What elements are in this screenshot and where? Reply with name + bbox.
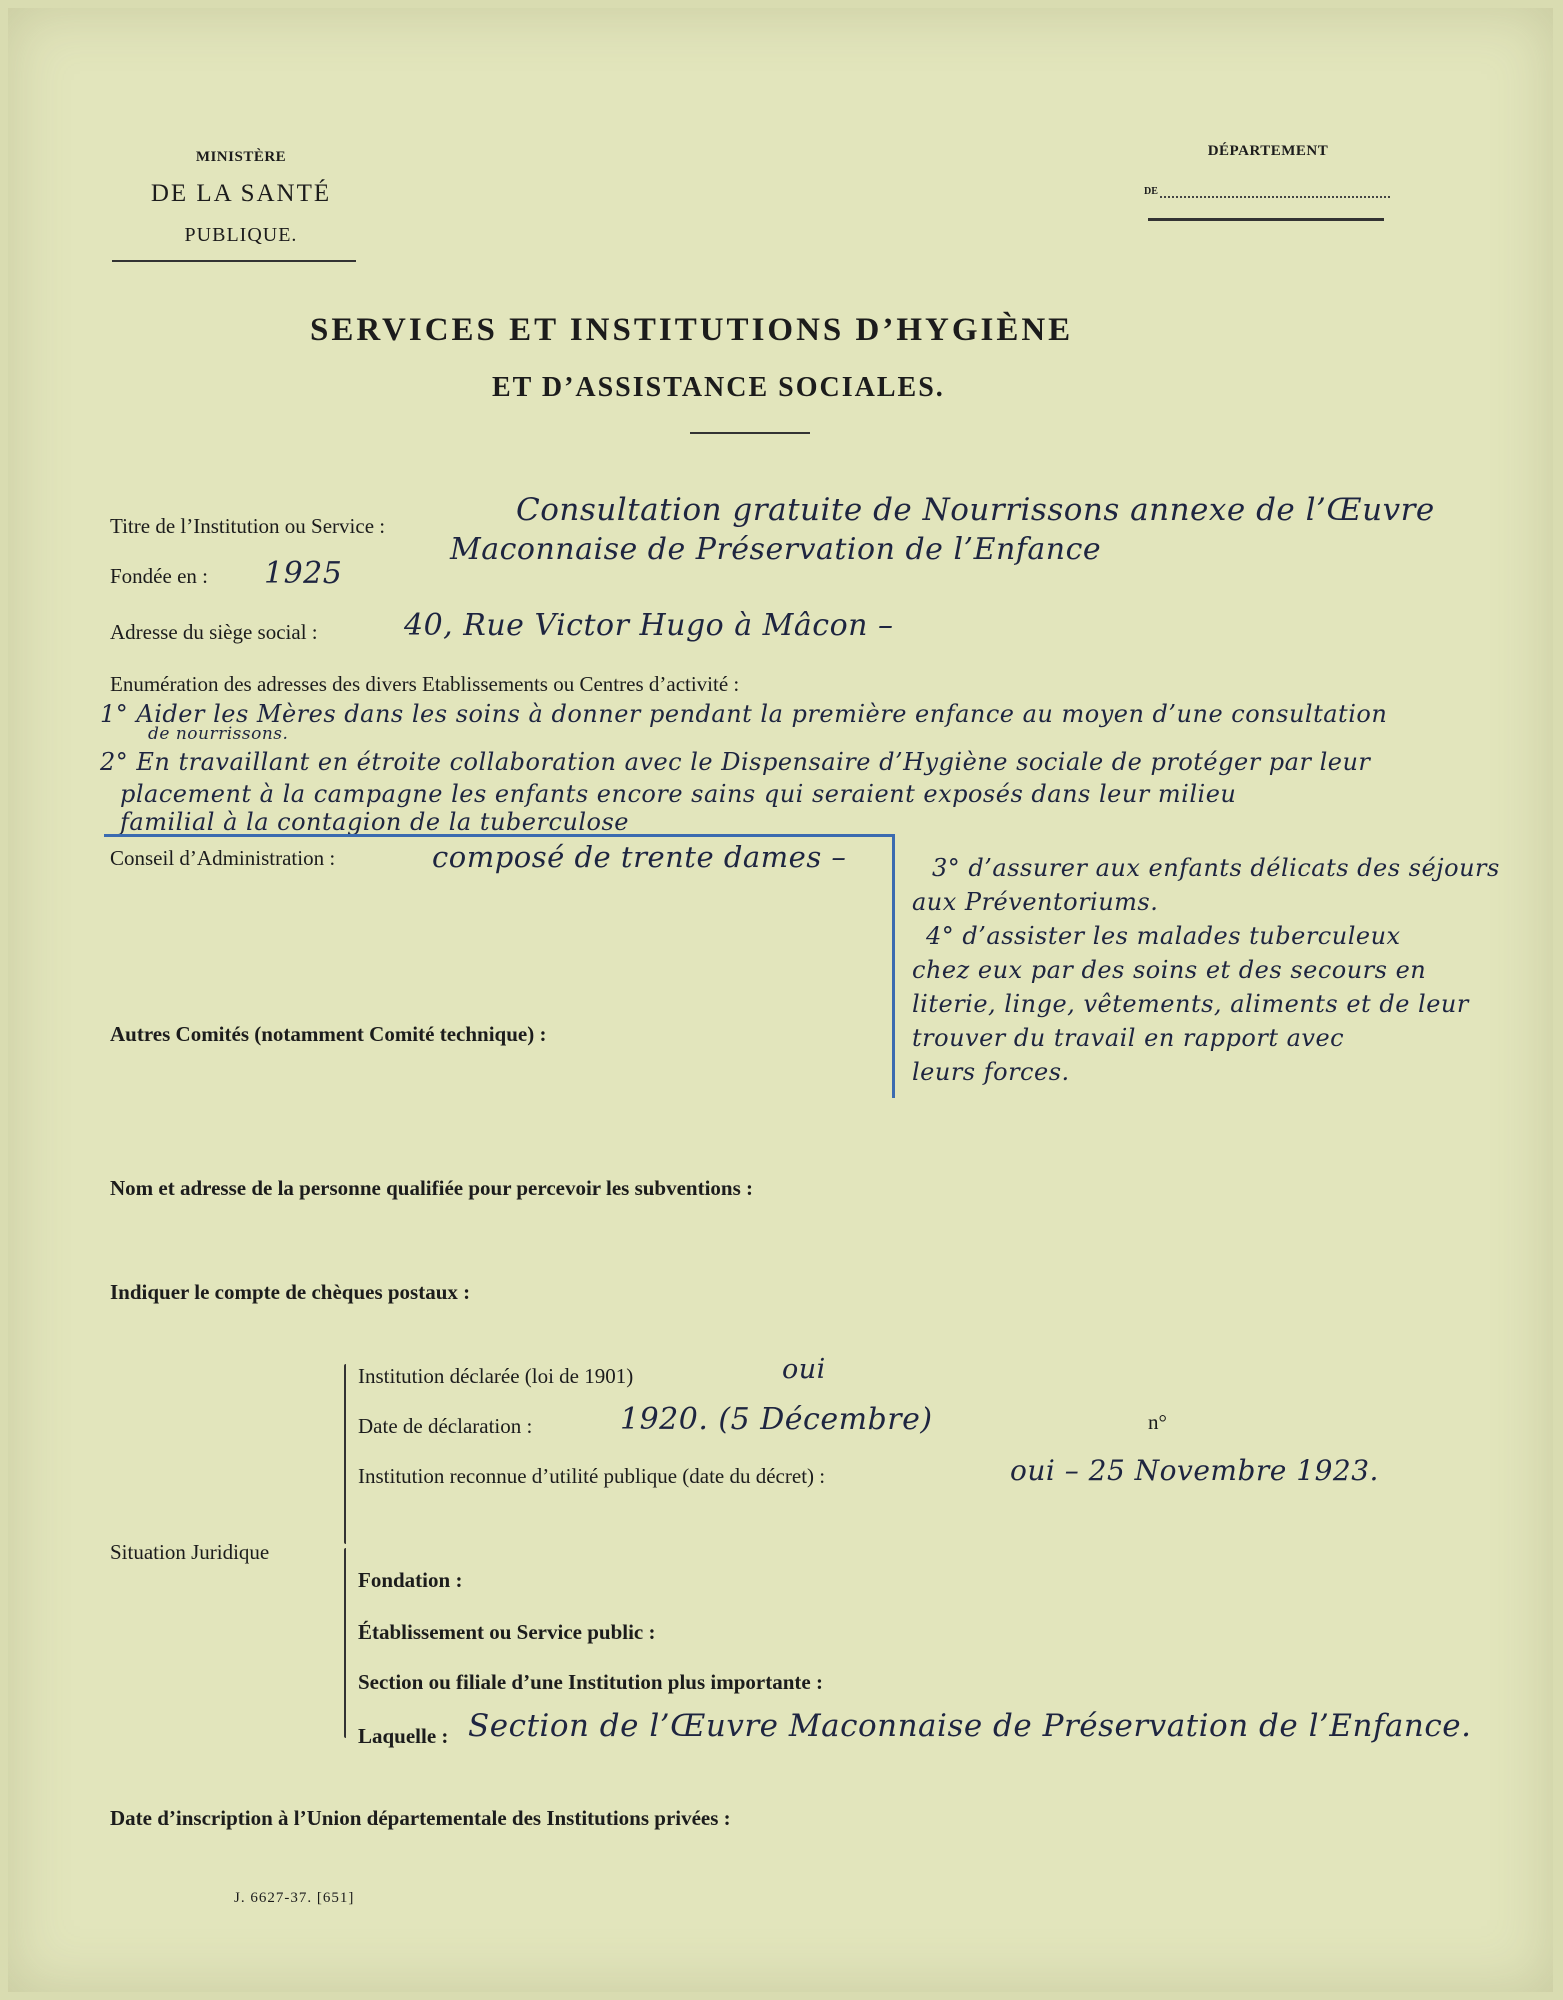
- footer-reference: J. 6627-37. [651]: [234, 1890, 355, 1906]
- ministry-line2: DE LA SANTÉ: [150, 180, 332, 207]
- enum-line2: 2° En travaillant en étroite collaboration avec le Dispensaire d’Hygiène sociale de protéger par leur: [100, 748, 1371, 776]
- side-note-6: trouver du travail en rapport avec: [912, 1024, 1345, 1052]
- department-label: DÉPARTEMENT: [1207, 143, 1329, 159]
- blue-bracket-top: [104, 834, 894, 837]
- reconnue-value: oui – 25 Novembre 1923.: [1010, 1454, 1379, 1487]
- ministry-underline: [112, 260, 356, 262]
- conseil-value: composé de trente dames –: [432, 840, 847, 874]
- blue-bracket-side: [892, 834, 895, 1098]
- fondee-label: Fondée en :: [110, 564, 208, 588]
- declaree-label: Institution déclarée (loi de 1901): [358, 1364, 634, 1388]
- titre-value-line1: Consultation gratuite de Nourrissons annexe de l’Œuvre: [516, 492, 1435, 528]
- situation-label: Situation Juridique: [110, 1540, 270, 1564]
- page-subtitle: ET D’ASSISTANCE SOCIALES.: [492, 372, 945, 403]
- conseil-label: Conseil d’Administration :: [110, 846, 336, 870]
- laquelle-value: Section de l’Œuvre Maconnaise de Préservation de l’Enfance.: [468, 1708, 1472, 1744]
- department-dotted-line: [1160, 196, 1390, 198]
- ministry-line3: PUBLIQUE.: [184, 224, 298, 246]
- department-underline: [1148, 218, 1384, 221]
- side-note-4: chez eux par des soins et des secours en: [912, 956, 1427, 984]
- inscription-label: Date d’inscription à l’Union départementale des Institutions privées :: [110, 1806, 731, 1830]
- side-note-5: literie, linge, vêtements, aliments et de leur: [912, 990, 1469, 1018]
- enum-line1b: de nourrissons.: [148, 724, 289, 744]
- laquelle-label: Laquelle :: [358, 1724, 449, 1748]
- autres-comites-label: Autres Comités (notamment Comité technique) :: [110, 1022, 547, 1046]
- adresse-value: 40, Rue Victor Hugo à Mâcon –: [404, 608, 894, 643]
- fondee-value: 1925: [264, 556, 343, 591]
- side-note-3: 4° d’assister les malades tuberculeux: [926, 922, 1401, 950]
- adresse-label: Adresse du siège social :: [110, 620, 318, 644]
- cheques-postaux-label: Indiquer le compte de chèques postaux :: [110, 1280, 471, 1304]
- situation-brace-lower: [344, 1548, 346, 1738]
- section-label: Section ou filiale d’une Institution plus importante :: [358, 1670, 823, 1694]
- etablissement-label: Établissement ou Service public :: [358, 1620, 656, 1644]
- numero-label: n°: [1148, 1410, 1167, 1434]
- date-declaration-label: Date de déclaration :: [358, 1414, 533, 1438]
- enum-line1: 1° Aider les Mères dans les soins à donner pendant la première enfance au moyen d’une consultation: [100, 700, 1388, 728]
- declaree-value: oui: [782, 1354, 826, 1385]
- enumeration-label: Enumération des adresses des divers Etablissements ou Centres d’activité :: [110, 672, 740, 696]
- side-note-1: 3° d’assurer aux enfants délicats des séjours: [932, 854, 1500, 882]
- title-underline: [690, 432, 810, 434]
- situation-brace-upper: [344, 1364, 346, 1544]
- enum-line4: familial à la contagion de la tuberculose: [120, 808, 630, 836]
- date-declaration-value: 1920. (5 Décembre): [620, 1402, 933, 1437]
- side-note-2: aux Préventoriums.: [912, 888, 1159, 916]
- fondation-label: Fondation :: [358, 1568, 463, 1592]
- side-note-7: leurs forces.: [912, 1058, 1070, 1086]
- titre-value-line2: Maconnaise de Préservation de l’Enfance: [450, 532, 1102, 567]
- enum-line3: placement à la campagne les enfants encore sains qui seraient exposés dans leur milieu: [120, 780, 1237, 808]
- department-de: DE: [1144, 186, 1158, 197]
- nom-adresse-label: Nom et adresse de la personne qualifiée pour percevoir les subventions :: [110, 1176, 754, 1200]
- form-sheet: [8, 8, 1553, 1992]
- reconnue-label: Institution reconnue d’utilité publique (date du décret) :: [358, 1464, 826, 1488]
- titre-label: Titre de l’Institution ou Service :: [110, 514, 386, 538]
- ministry-line1: MINISTÈRE: [195, 149, 287, 165]
- page-title: SERVICES ET INSTITUTIONS D’HYGIÈNE: [310, 312, 1074, 348]
